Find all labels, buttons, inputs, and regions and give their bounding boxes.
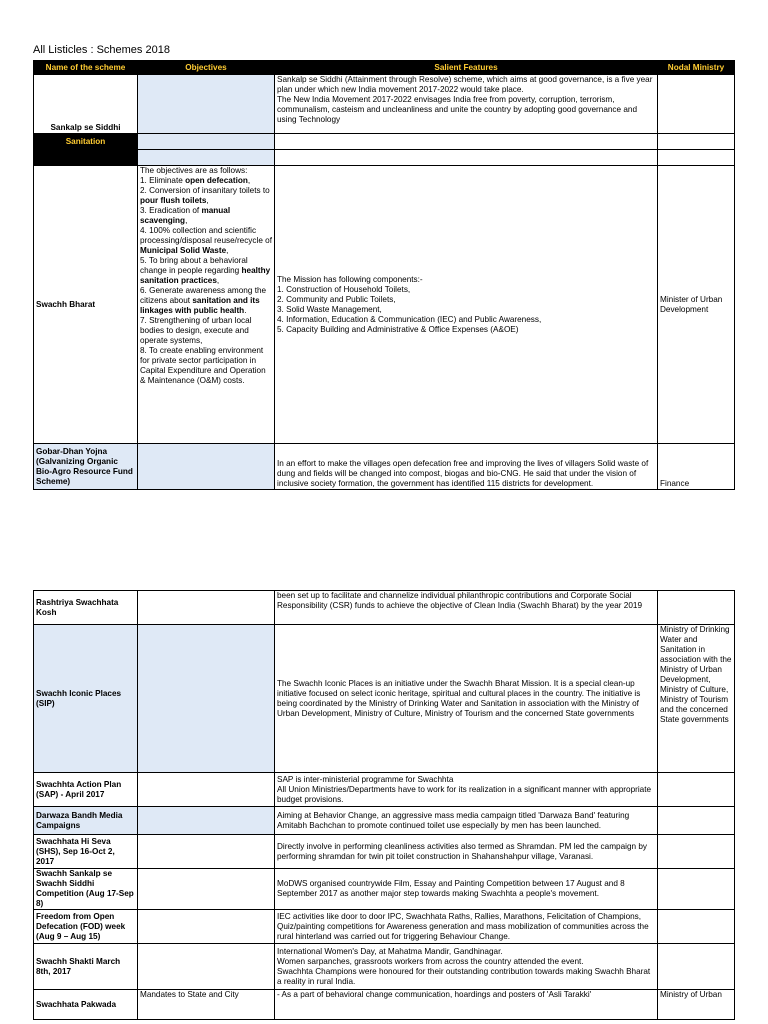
- scheme-objectives: [138, 869, 275, 910]
- objective-text: .: [244, 306, 247, 315]
- scheme-ministry: [658, 835, 735, 869]
- scheme-objectives: [138, 944, 275, 990]
- table-row: [34, 944, 735, 990]
- table-row: [34, 990, 735, 1020]
- scheme-objectives: [138, 166, 275, 444]
- objective-line: [140, 186, 272, 206]
- feature-line: Sankalp se Siddhi (Attainment through Resolve) scheme, which aims at good governance, is a five year plan under which new India movement 2017-2022 would take place.: [277, 75, 653, 94]
- objective-text: 4. 100% collection and scientific processing/disposal reuse/recycle of: [140, 226, 272, 245]
- scheme-objectives: [138, 625, 275, 773]
- scheme-features: [275, 807, 658, 835]
- feature-line: International Women's Day, at Mahatma Mandir, Gandhinagar.: [277, 946, 503, 956]
- scheme-objectives: [138, 591, 275, 625]
- objective-text: ,: [206, 196, 209, 205]
- feature-line: Women sarpanches, grassroots workers from across the country attended the event.: [277, 956, 584, 966]
- table-row: [34, 807, 735, 835]
- scheme-features: [275, 869, 658, 910]
- scheme-features: [275, 625, 658, 773]
- scheme-name: Swachhta Action Plan (SAP) - April 2017: [34, 773, 138, 807]
- scheme-ministry: Minister of Urban Development: [658, 166, 735, 444]
- scheme-features: [275, 944, 658, 990]
- scheme-features: [275, 166, 658, 444]
- objective-emphasis: open defecation: [185, 176, 248, 185]
- scheme-ministry: Ministry of Drinking Water and Sanitation in association with the Ministry of Urban Development, Ministry of Culture, Ministry of Tourism and the concerned State governments: [658, 625, 735, 773]
- objective-emphasis: manual scavenging: [140, 206, 231, 225]
- objective-line: [140, 166, 272, 176]
- scheme-objectives: [138, 835, 275, 869]
- objective-text: 1. Eliminate: [140, 176, 186, 185]
- table-row: [34, 835, 735, 869]
- scheme-name: Swachhata Hi Seva (SHS), Sep 16-Oct 2, 2017: [34, 835, 138, 869]
- feature-line: been set up to facilitate and channelize individual philanthropic contributions and Corporate Social Responsibility (CSR) funds to achieve the objective of Clean India (Swachh Bharat) by the year 2019: [277, 591, 642, 610]
- table-row: [34, 75, 735, 134]
- scheme-objectives: [138, 807, 275, 835]
- feature-line: SAP is inter-ministerial programme for Swachhta: [277, 774, 454, 784]
- table-row: [34, 869, 735, 910]
- scheme-objectives: [138, 75, 275, 134]
- objective-text: 5. To bring about a behavioral change in people regarding: [140, 256, 248, 275]
- scheme-name: Freedom from Open Defecation (FOD) week (Aug 9 – Aug 15): [34, 910, 138, 944]
- feature-line: MoDWS organised countrywide Film, Essay and Painting Competition between 17 August and 8 September 2017 as another major step towards making Swachhta a people's movement.: [277, 879, 625, 898]
- scheme-ministry: [658, 807, 735, 835]
- scheme-features: [275, 150, 658, 166]
- scheme-objectives: [138, 910, 275, 944]
- feature-line: 2. Community and Public Toilets,: [277, 294, 396, 304]
- header-features: Salient Features: [275, 61, 658, 75]
- table-row: [34, 625, 735, 773]
- schemes-table-top: [33, 60, 735, 490]
- scheme-ministry: [658, 944, 735, 990]
- objective-text: 6. Generate awareness among the citizens about: [140, 286, 267, 305]
- scheme-name: Swachh Bharat: [34, 166, 138, 444]
- objective-emphasis: healthy sanitation practices: [140, 266, 271, 285]
- scheme-ministry: [658, 75, 735, 134]
- table-row: [34, 444, 735, 490]
- scheme-name: Swachh Sankalp se Swachh Siddhi Competition (Aug 17-Sep 8): [34, 869, 138, 910]
- feature-line: Aiming at Behavior Change, an aggressive mass media campaign titled 'Darwaza Band' featuring Amitabh Bachchan to promote continued toilet use especially by men has been launched.: [277, 810, 630, 830]
- feature-line: The Mission has following components:-: [277, 274, 423, 284]
- objective-line: [140, 206, 272, 226]
- scheme-ministry: [658, 910, 735, 944]
- scheme-features: In an effort to make the villages open defecation free and improving the lives of villagers Solid waste of dung and fields will be changed into compost, biogas and bio-CNG. He said that under the vision of inclusive society formation, the government has identified 115 districts for development.: [275, 444, 658, 490]
- document-title: All Listicles : Schemes 2018: [33, 44, 170, 56]
- table-row: [34, 591, 735, 625]
- scheme-features: [275, 773, 658, 807]
- scheme-name: Swachh Shakti March 8th, 2017: [34, 944, 138, 990]
- scheme-name: Swachhata Pakwada: [34, 990, 138, 1020]
- objective-emphasis: Municipal Solid Waste: [140, 246, 227, 255]
- scheme-ministry: [658, 134, 735, 150]
- section-row: [34, 134, 735, 150]
- scheme-objectives: [138, 134, 275, 150]
- objective-text: 7. Strengthening of urban local bodies to design, execute and operate systems,: [140, 316, 252, 345]
- scheme-name: Darwaza Bandh Media Campaigns: [34, 807, 138, 835]
- scheme-objectives: [138, 444, 275, 490]
- header-name: Name of the scheme: [34, 61, 138, 75]
- scheme-features: [275, 134, 658, 150]
- objective-text: 8. To create enabling environment for private sector participation in Capital Expenditure and Operation & Maintenance (O&M) costs.: [140, 346, 266, 385]
- objective-line: [140, 256, 272, 286]
- scheme-features: [275, 910, 658, 944]
- objective-line: [140, 346, 272, 386]
- table-row: [34, 166, 735, 444]
- scheme-ministry: [658, 591, 735, 625]
- objective-text: ,: [216, 276, 220, 285]
- objective-text: The objectives are as follows:: [140, 166, 248, 175]
- objective-text: ,: [185, 216, 188, 225]
- section-label: Sanitation: [34, 134, 138, 150]
- scheme-objectives: [138, 150, 275, 166]
- scheme-features: [275, 990, 658, 1020]
- objective-text: 3. Eradication of: [140, 206, 202, 215]
- objective-text: ,: [226, 246, 229, 255]
- feature-line: All Union Ministries/Departments have to work for its realization in a significant manner with appropriate budget provisions.: [277, 784, 652, 804]
- table-row: [34, 910, 735, 944]
- objective-emphasis: pour flush toilets: [140, 196, 207, 205]
- objective-text: ,: [247, 176, 251, 185]
- feature-line: 3. Solid Waste Management,: [277, 304, 382, 314]
- scheme-features: [275, 75, 658, 134]
- scheme-objectives: Mandates to State and City: [138, 990, 275, 1020]
- section-filler: [34, 150, 138, 166]
- feature-line: 1. Construction of Household Toilets,: [277, 284, 411, 294]
- objective-line: [140, 176, 272, 186]
- scheme-name: Swachh Iconic Places (SIP): [34, 625, 138, 773]
- feature-line: The Swachh Iconic Places is an initiative under the Swachh Bharat Mission. It is a special clean-up initiative focused on select iconic heritage, spiritual and cultural places in the country. The initiative is being coordinated by the Ministry of Drinking Water and Sanitation in association with the Ministry of Urban Development, Ministry of Culture, Ministry of Tourism and the concerned State governments: [277, 678, 641, 718]
- scheme-ministry: [658, 150, 735, 166]
- scheme-ministry: Ministry of Urban: [658, 990, 735, 1020]
- feature-line: 4. Information, Education & Communication (IEC) and Public Awareness,: [277, 314, 542, 324]
- objective-line: [140, 226, 272, 256]
- feature-line: The New India Movement 2017-2022 envisages India free from poverty, corruption, terrorism, communalism, casteism and uncleanliness and unite the country by adopting good governance and using Technology: [277, 95, 638, 124]
- feature-line: 5. Capacity Building and Administrative & Office Expenses (A&OE): [277, 324, 519, 334]
- scheme-features: [275, 591, 658, 625]
- scheme-ministry: [658, 869, 735, 910]
- feature-line: Swachhta Champions were honoured for their outstanding contribution towards making Swachh Bharat a reality in rural India.: [277, 966, 651, 986]
- scheme-features: [275, 835, 658, 869]
- objective-line: [140, 286, 272, 316]
- feature-line: Directly involve in performing cleanliness activities also termed as Shramdan. PM led the campaign by performing shramdan for twin pit toilet construction in Shahanshahpur village, Varanasi.: [277, 841, 647, 861]
- objective-emphasis: sanitation and its linkages with public health: [140, 296, 260, 315]
- scheme-name: Sankalp se Siddhi: [34, 75, 138, 134]
- table-row: [34, 773, 735, 807]
- feature-line: IEC activities like door to door IPC, Swachhata Raths, Rallies, Marathons, Felicitation of Champions, Quiz/painting competitions for Awareness generation and mass mobilization of communities across the rural hinterland was carried out for triggering Behaviour Change.: [277, 911, 649, 941]
- objective-line: [140, 316, 272, 346]
- header-objectives: Objectives: [138, 61, 275, 75]
- spacer-row: [34, 150, 735, 166]
- schemes-table-bottom: [33, 590, 735, 1020]
- header-row: [34, 61, 735, 75]
- objective-text: 2. Conversion of insanitary toilets to: [140, 186, 270, 195]
- scheme-ministry: [658, 773, 735, 807]
- header-ministry: Nodal Ministry: [658, 61, 735, 75]
- scheme-name: Rashtriya Swachhata Kosh: [34, 591, 138, 625]
- scheme-name: Gobar-Dhan Yojna (Galvanizing Organic Bio-Agro Resource Fund Scheme): [34, 444, 138, 490]
- feature-line: - As a part of behavioral change communication, hoardings and posters of 'Asli Tarakki': [277, 990, 592, 999]
- scheme-ministry: Finance: [658, 444, 735, 490]
- scheme-objectives: [138, 773, 275, 807]
